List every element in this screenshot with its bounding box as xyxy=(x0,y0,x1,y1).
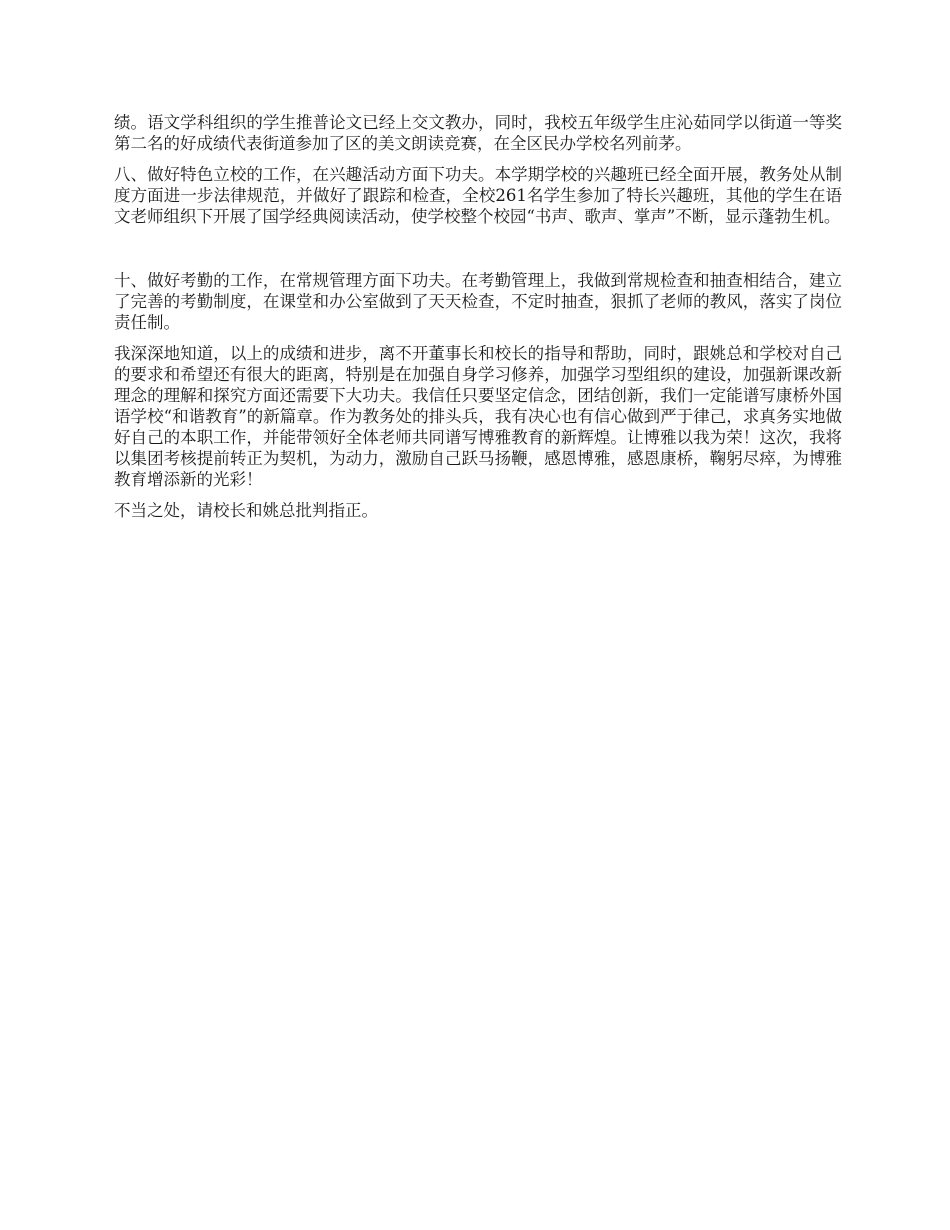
document-body xyxy=(114,112,842,531)
paragraph-section-eight: 八、做好特色立校的工作，在兴趣活动方面下功夫。本学期学校的兴趣班已经全面开展，教务处从制度方面进一步法律规范，并做好了跟踪和检查，全校261名学生参加了特长兴趣班，其他的学生在语文老师组织下开展了国学经典阅读活动，使学校整个校园“书声、歌声、掌声”不断，显示蓬勃生机。 xyxy=(114,165,842,226)
paragraph-closing: 不当之处，请校长和姚总批判指正。 xyxy=(114,501,378,520)
paragraph-reflection: 我深深地知道，以上的成绩和进步，离不开董事长和校长的指导和帮助，同时，跟姚总和学校对自己的要求和希望还有很大的距离，特别是在加强自身学习修养，加强学习型组织的建设，加强新课改新理念的理解和探究方面还需要下大功夫。我信任只要坚定信念，团结创新，我们一定能谱写康桥外国语学校“和谐教育”的新篇章。作为教务处的排头兵，我有决心也有信心做到严于律己，求真务实地做好自己的本职工作，并能带领好全体老师共同谱写博雅教育的新辉煌。让博雅以我为荣！这次，我将以集团考核提前转正为契机，为动力，激励自己跃马扬鞭，感恩博雅，感恩康桥，鞠躬尽瘁，为博雅教育增添新的光彩！ xyxy=(114,344,842,489)
blank-gap xyxy=(114,237,842,270)
paragraph-achievements: 绩。语文学科组织的学生推普论文已经上交文教办，同时，我校五年级学生庄沁茹同学以街道一等奖第二名的好成绩代表街道参加了区的美文朗读竞赛，在全区民办学校名列前茅。 xyxy=(114,113,842,153)
paragraph-section-ten: 十、做好考勤的工作，在常规管理方面下功夫。在考勤管理上，我做到常规检查和抽查相结合，建立了完善的考勤制度，在课堂和办公室做到了天天检查，不定时抽查，狠抓了老师的教风，落实了岗位责任制。 xyxy=(114,271,842,332)
